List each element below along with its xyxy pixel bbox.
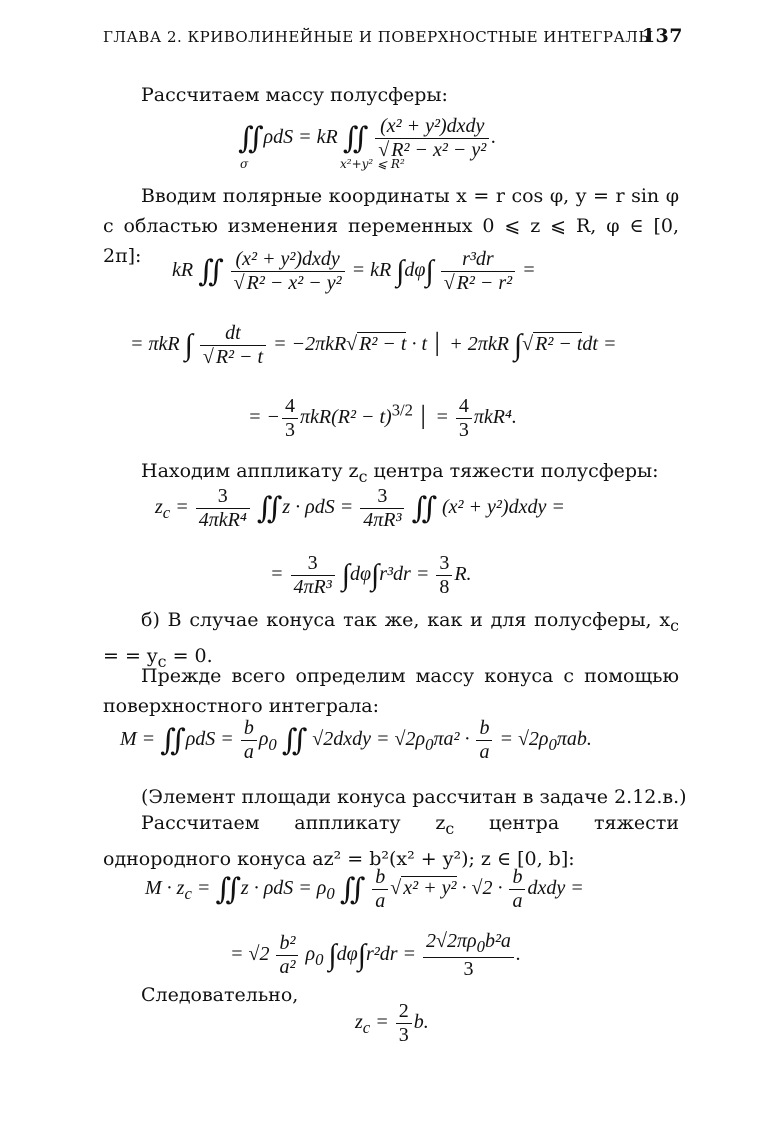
formula-polar-3: = − $\frac{4}{3}$ $\pi kR(R^2 - t)^{3/2}$ │ = $\frac{4}{3}$ πkR⁴. bbox=[248, 395, 517, 441]
para-therefore: Следовательно, bbox=[141, 984, 299, 1006]
para-zc-cone: Рассчитаем аппликату $z_c$ центра тяжести однородного конуса az² = b²(x² + y²); z ∈ [0, b]: bbox=[103, 812, 679, 870]
formula-polar-1: kR ∬ $\frac{\text{(x² + y²)dxdy}}{\text{√ R² − x² − y²}}$ = kR ∫dφ∫ $\frac{\text{r³dr}}{\text{√ R² − r²}}$ = bbox=[172, 248, 536, 294]
page-number: 137 bbox=[641, 25, 683, 47]
formula-cone-result: $z_c$ = $\frac{2}{3}$ b. bbox=[355, 1000, 429, 1046]
para-mass-intro: Рассчитаем массу полусферы: bbox=[141, 84, 448, 106]
formula-cone-mass: M = ∬ρdS = $\frac{b}{a}$ $\rho_0$ ∬ √2dxdy = $√2\rho_0\pi a^2$ · $\frac{b}{a}$ = $√2\rho_0\pi ab$. bbox=[120, 717, 592, 763]
limit-disc: x²+y² ⩽ R² bbox=[340, 157, 405, 171]
formula-cone-zc-2: = √2 $\frac{\text{b²}}{\text{a²}}$ $\rho_0$ ∫dφ∫r²dr = $\frac{2√2\pi\rho_0b^2a}{3}$ . bbox=[230, 930, 521, 980]
formula-mass-hemisphere: ∬ρdS = kR ∬ $\frac{\text{(x² + y²)dxdy}}{\text{√ R² − x² − y²}}$ . bbox=[238, 115, 497, 161]
para-element-note: (Элемент площади конуса рассчитан в задаче 2.12.в.) bbox=[141, 786, 687, 808]
formula-polar-2: = πkR ∫ $\frac{dt}{\text{√ R² − t}}$ = −2πkR√ R² − t · t │ + 2πkR ∫√ R² − tdt = bbox=[130, 322, 617, 368]
para-cone-mass: Прежде всего определим массу конуса с помощью поверхностного интеграла: bbox=[103, 665, 679, 717]
formula-zc-2: = $\frac{3}{\text{4πR³}}$ ∫dφ∫r³dr = $\frac{3}{8}$ R. bbox=[270, 552, 472, 598]
chapter-title: ГЛАВА 2. КРИВОЛИНЕЙНЫЕ И ПОВЕРХНОСТНЫЕ ИНТЕГРАЛЫ bbox=[103, 28, 654, 46]
limit-sigma: σ bbox=[240, 157, 249, 171]
formula-zc-1: $z_c$ = $\frac{3}{\text{4πkR⁴}}$ ∬z · ρdS = $\frac{3}{\text{4πR³}}$ ∬ (x² + y²)dxdy = bbox=[155, 485, 565, 531]
para-zc-hemisphere: Находим аппликату $z_c$ центра тяжести полусферы: bbox=[141, 460, 659, 486]
para-cone-symmetry: б) В случае конуса так же, как и для полусферы, $x_c$ = = $y_c = 0$. bbox=[103, 609, 679, 671]
para-polar: Вводим полярные координаты x = r cos φ, y = r sin φ с областью изменения переменных 0 ⩽ z ⩽ R, φ ∈ [0, 2π]: bbox=[103, 185, 679, 267]
running-header bbox=[103, 25, 683, 47]
formula-cone-zc-1: $M \cdot z_c$ = ∬z · $\rho dS = \rho_0$ ∬ $\frac{b}{a}$ √ x² + y² · √2 · $\frac{b}{a}$ dxdy = bbox=[145, 866, 584, 912]
